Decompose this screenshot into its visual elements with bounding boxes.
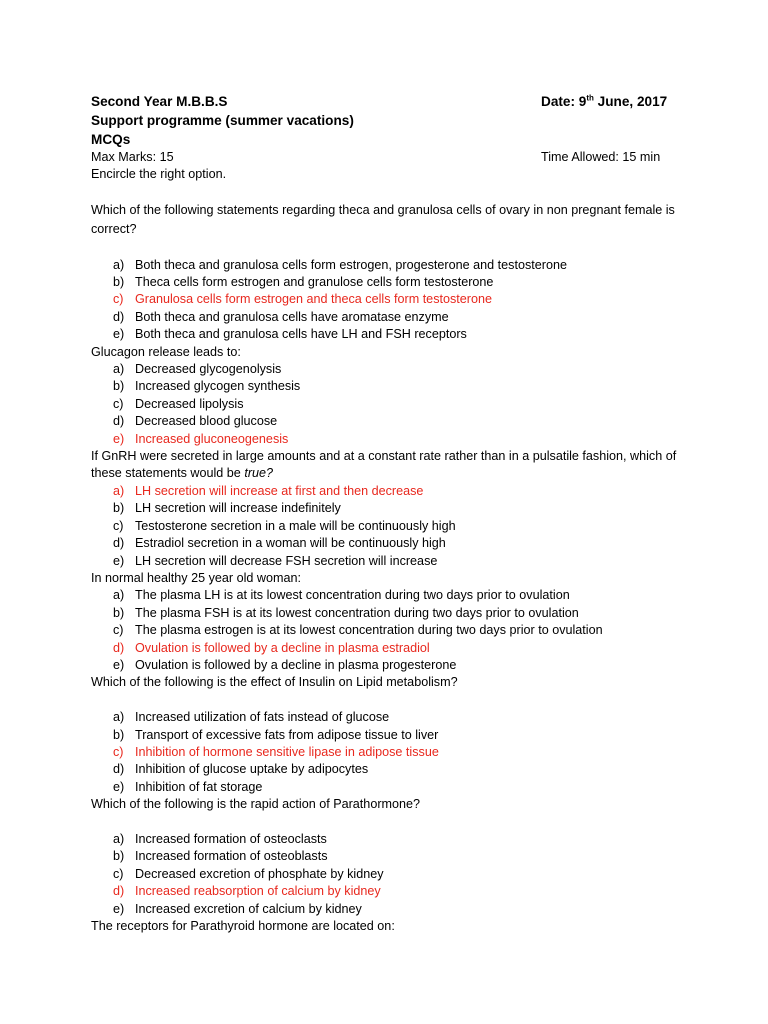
option-item[interactable]: e) Inhibition of fat storage: [113, 779, 263, 794]
exam-date: Date: 9th June, 2017: [541, 93, 668, 109]
option-item[interactable]: e) Increased excretion of calcium by kidney: [113, 901, 362, 916]
option-item[interactable]: a) The plasma LH is at its lowest concentration during two days prior to ovulation: [113, 588, 570, 603]
option-item[interactable]: b) The plasma FSH is at its lowest concentration during two days prior to ovulation: [113, 605, 579, 620]
question-text: The receptors for Parathyroid hormone are located on:: [91, 919, 395, 933]
exam-type: MCQs: [91, 132, 131, 147]
option-item[interactable]: d) Inhibition of glucose uptake by adipocytes: [113, 762, 369, 777]
max-marks: Max Marks: 15: [91, 150, 174, 164]
option-item[interactable]: d) Decreased blood glucose: [113, 414, 278, 429]
question-text: Glucagon release leads to:: [91, 344, 241, 359]
option-list: [91, 483, 691, 570]
header-row-marks: [91, 149, 691, 166]
option-item[interactable]: b) LH secretion will increase indefinitely: [113, 501, 341, 516]
option-item[interactable]: c) The plasma estrogen is at its lowest concentration during two days prior to ovulation: [113, 623, 603, 638]
option-list: [91, 709, 691, 796]
option-list: [91, 257, 691, 344]
option-item-correct[interactable]: c) Inhibition of hormone sensitive lipase in adipose tissue: [113, 744, 439, 759]
question-text: If GnRH were secreted in large amounts and at a constant rate rather than in a pulsatile fashion, which of these statements would be true?: [91, 449, 677, 481]
option-item[interactable]: e) Both theca and granulosa cells have LH and FSH receptors: [113, 327, 467, 342]
option-item[interactable]: a) Increased utilization of fats instead of glucose: [113, 710, 390, 725]
option-item[interactable]: b) Theca cells form estrogen and granulose cells form testosterone: [113, 275, 494, 289]
option-item[interactable]: d) Both theca and granulosa cells have aromatase enzyme: [113, 309, 449, 324]
exam-subtitle: Support programme (summer vacations): [91, 113, 354, 128]
option-item[interactable]: c) Decreased lipolysis: [113, 396, 244, 411]
header-row-1: [91, 92, 691, 111]
option-item-correct[interactable]: d) Ovulation is followed by a decline in plasma estradiol: [113, 640, 430, 655]
question-text: Which of the following is the rapid action of Parathormone?: [91, 797, 421, 812]
option-item[interactable]: a) Increased formation of osteoclasts: [113, 831, 327, 846]
option-item-correct[interactable]: d) Increased reabsorption of calcium by kidney: [113, 884, 381, 899]
option-item-correct[interactable]: c) Granulosa cells form estrogen and theca cells form testosterone: [113, 292, 492, 307]
document-page: [91, 92, 691, 935]
option-item[interactable]: a) Decreased glycogenolysis: [113, 362, 282, 377]
option-item[interactable]: a) Both theca and granulosa cells form estrogen, progesterone and testosterone: [113, 257, 567, 272]
option-item[interactable]: e) LH secretion will decrease FSH secretion will increase: [113, 553, 438, 568]
option-item[interactable]: b) Increased glycogen synthesis: [113, 379, 301, 394]
option-item[interactable]: c) Decreased excretion of phosphate by kidney: [113, 866, 384, 881]
option-item-correct[interactable]: e) Increased gluconeogenesis: [113, 431, 289, 446]
option-list: [91, 587, 691, 674]
option-item[interactable]: c) Testosterone secretion in a male will be continuously high: [113, 518, 456, 533]
question-text: In normal healthy 25 year old woman:: [91, 570, 302, 585]
exam-title: Second Year M.B.B.S: [91, 94, 228, 109]
option-list: [91, 361, 691, 448]
option-item-correct[interactable]: a) LH secretion will increase at first and then decrease: [113, 483, 424, 498]
question-text: Which of the following is the effect of Insulin on Lipid metabolism?: [91, 675, 458, 690]
option-item[interactable]: b) Increased formation of osteoblasts: [113, 849, 328, 864]
option-list: [91, 831, 691, 918]
option-item[interactable]: e) Ovulation is followed by a decline in plasma progesterone: [113, 657, 457, 672]
option-item[interactable]: d) Estradiol secretion in a woman will be continuously high: [113, 536, 446, 551]
instruction: Encircle the right option.: [91, 167, 227, 182]
time-allowed: Time Allowed: 15 min: [541, 150, 661, 164]
option-item[interactable]: b) Transport of excessive fats from adipose tissue to liver: [113, 727, 439, 742]
question-text: Which of the following statements regarding theca and granulosa cells of ovary in non pregnant female is correct?: [91, 203, 675, 237]
